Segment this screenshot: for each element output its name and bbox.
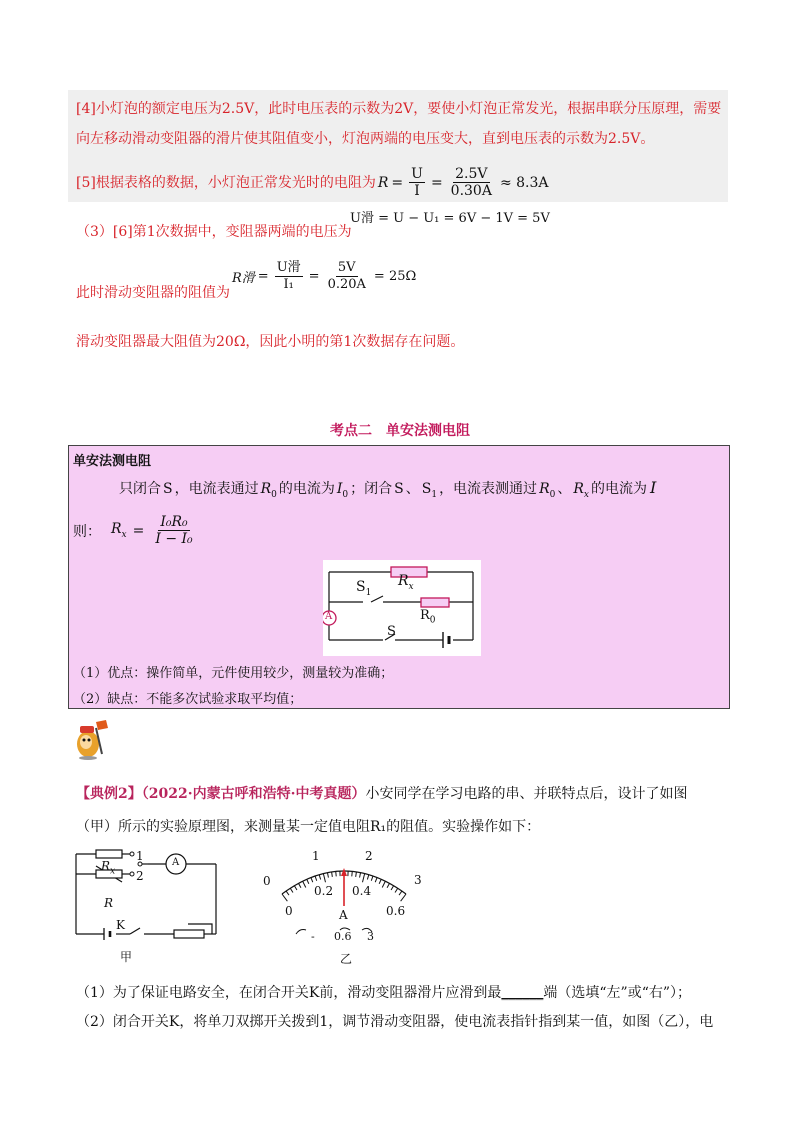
dial-tick (399, 891, 402, 895)
desc-f: ，电流表测通过 (439, 481, 538, 497)
p5-num1: U (411, 166, 423, 182)
desc-g: 的电流为 (590, 481, 647, 497)
question-1-end: 端（选填“左”或“右”）； (543, 985, 692, 1001)
circuit-label-r0: $R_0$ (420, 608, 436, 626)
method-pro: （1）优点：操作简单，元件使用较少，测量较为准确； (73, 666, 394, 681)
jia-switch-label: K (116, 918, 125, 932)
dial-top-1: 1 (312, 849, 320, 863)
dial-top-3: 3 (414, 873, 422, 887)
desc-r0: $R_0$ (260, 481, 277, 500)
desc-r0b: $R_0$ (539, 481, 556, 500)
answer-p4-line1: [4]小灯泡的额定电压为2.5V，此时电压表的示数为2V，要使小灯泡正常发光，根据串联分压原理，需要 (76, 101, 722, 117)
answer-p7-text: 此时滑动变阻器的阻值为 (76, 285, 230, 301)
circuit-label-ammeter: A (325, 611, 333, 622)
example-head: 【典例2】（2022·内蒙古呼和浩特·中考真题） (76, 786, 366, 802)
answer-p5 (76, 166, 549, 199)
question-1-text: （1）为了保证电路安全，在闭合开关K前，滑动变阻器滑片应滑到最 (76, 985, 502, 1001)
circuit-label-rx: $R_x$ (398, 573, 414, 592)
p7-formula: R滑 = $\frac{\text{U滑}}{\text{I₁}}$ = $\frac{5V}{0.20A}$ = 25Ω (232, 260, 417, 292)
figure-jia-circuit (70, 846, 220, 946)
p5-den1: I (414, 183, 420, 199)
jia-label-rx: $R_x$ (101, 859, 116, 877)
answer-p4-line2: 向左移动滑动变阻器的滑片使其阻值变小，灯泡两端的电压变大，直到电压表的示数为2.5V。 (76, 131, 655, 147)
then-label: 则： (73, 523, 101, 540)
method-box (68, 445, 730, 709)
example-intro: 小安同学在学习电路的串、并联特点后，设计了如图 (365, 786, 688, 802)
p7-den1: I₁ (283, 277, 294, 292)
dial-tick (382, 881, 385, 887)
dial-bottom-04: 0.4 (352, 884, 372, 898)
dial-tick (319, 875, 320, 880)
jia-terminal-1: 1 (136, 849, 144, 863)
desc-s: S (163, 481, 173, 497)
jia-caption: 甲 (120, 950, 133, 964)
desc-b: ，电流表通过 (174, 481, 259, 497)
dial-bottom-06: 0.6 (386, 904, 406, 918)
desc-a: 只闭合 (119, 481, 161, 497)
yi-caption: 乙 (340, 952, 353, 966)
p5-formula: R = $\frac{U}{I}$ = $\frac{2.5V}{0.30A}$ ≈ 8.3A (377, 166, 549, 199)
dial-bottom-0: 0 (285, 904, 293, 918)
p7-frac1 (275, 260, 303, 293)
method-formula: 则： $R_x$ = $\frac{\text{I₀R₀}}{\text{I − I₀}}$ (73, 514, 193, 547)
desc-i: I (649, 478, 657, 497)
desc-e2: 、 (557, 481, 572, 497)
answer-p6-text: （3）[6]第1次数据中，变阻器两端的电压为 (76, 224, 352, 240)
jia-terminal-2: 2 (136, 869, 144, 883)
method-box-title: 单安法测电阻 (73, 454, 152, 469)
method-con: （2）缺点：不能多次试验求取平均值； (73, 692, 303, 707)
dial-tick (391, 886, 394, 890)
p5-eq: = (391, 174, 404, 191)
desc-rx: $R_x$ (573, 481, 589, 500)
p7-frac2 (326, 260, 368, 293)
p6-formula: U滑 = U − U₁ = 6V − 1V = 5V (350, 211, 550, 226)
formula-frac (153, 514, 194, 547)
desc-c: 的电流为 (278, 481, 335, 497)
circuit-label-s: S (387, 624, 396, 639)
dial-bottom-02: 0.2 (314, 884, 334, 898)
dial-tick (379, 879, 381, 884)
dial-tick (367, 875, 368, 880)
dial-tick (387, 883, 389, 887)
formula-num: I₀R₀ (160, 514, 188, 530)
p5-frac2 (449, 166, 494, 199)
dial-tick (311, 878, 313, 883)
answer-conclusion: 滑动变阻器最大阻值为20Ω，因此小明的第1次数据存在问题。 (76, 334, 465, 350)
question-1-blank[interactable]: ______ (501, 985, 544, 1001)
p5-num2: 2.5V (455, 166, 488, 182)
method-description (119, 478, 656, 500)
p7-den2: 0.20A (327, 277, 366, 292)
dial-top-2: 2 (365, 849, 373, 863)
dial-tick (332, 872, 333, 877)
dial-tick (303, 881, 306, 887)
p7-rhs: = 25Ω (373, 269, 417, 284)
jia-ammeter-label: A (172, 857, 180, 868)
dial-tick (290, 888, 293, 892)
dial-terminal-3: 3 (367, 930, 374, 943)
formula-den: I − I₀ (155, 531, 193, 547)
desc-e: 、 (405, 481, 420, 497)
dial-tick (375, 878, 377, 883)
dial-tick (371, 876, 373, 881)
dial-top-0: 0 (263, 874, 271, 888)
dial-tick (299, 883, 301, 887)
p5-frac1 (409, 166, 425, 199)
dial-tick (401, 894, 406, 901)
question-1 (76, 983, 691, 1003)
p7-lhs: R滑 (232, 271, 255, 286)
dial-terminal-neg: - (311, 930, 315, 943)
dial-tick (294, 886, 297, 890)
p7-num2: 5V (337, 260, 356, 275)
dial-terminal-06: 0.6 (334, 930, 352, 943)
question-2: （2）闭合开关K，将单刀双掷开关拨到1，调节滑动变阻器，使电流表指针指到某一值，如图（乙），电 (76, 1014, 714, 1030)
dial-tick (327, 873, 328, 878)
answer-p5-text: [5]根据表格的数据，小灯泡正常发光时的电阻为 (76, 174, 376, 191)
desc-d: ；闭合 (350, 481, 393, 497)
dial-tick (286, 891, 289, 895)
dial-tick (323, 874, 325, 883)
p5-lhs: R (377, 174, 389, 191)
desc-s1: $S_1$ (421, 481, 438, 500)
section-title: 考点二 单安法测电阻 (330, 423, 470, 439)
dial-tick (363, 874, 365, 883)
formula-lhs: $R_x$ (111, 521, 127, 540)
dial-tick (356, 872, 357, 877)
dial-tick (395, 888, 398, 892)
p5-approx: ≈ 8.3A (499, 174, 549, 191)
dial-tick (315, 876, 317, 881)
dial-tick (307, 879, 309, 884)
dial-tick (360, 873, 361, 878)
dial-unit: A (339, 908, 348, 922)
example-line1 (76, 784, 687, 804)
p7-num1: U滑 (276, 260, 301, 275)
circuit-label-s1: $S_1$ (356, 579, 372, 598)
p5-den2: 0.30A (450, 183, 492, 199)
example-line2: （甲）所示的实验原理图，来测量某一定值电阻R₁的阻值。实验操作如下： (76, 819, 541, 835)
pencil-mascot-icon (68, 718, 112, 762)
jia-label-r: R (104, 896, 114, 910)
dial-tick (282, 894, 287, 901)
desc-i0: $I_0$ (336, 481, 349, 500)
desc-s2: S (394, 481, 404, 497)
